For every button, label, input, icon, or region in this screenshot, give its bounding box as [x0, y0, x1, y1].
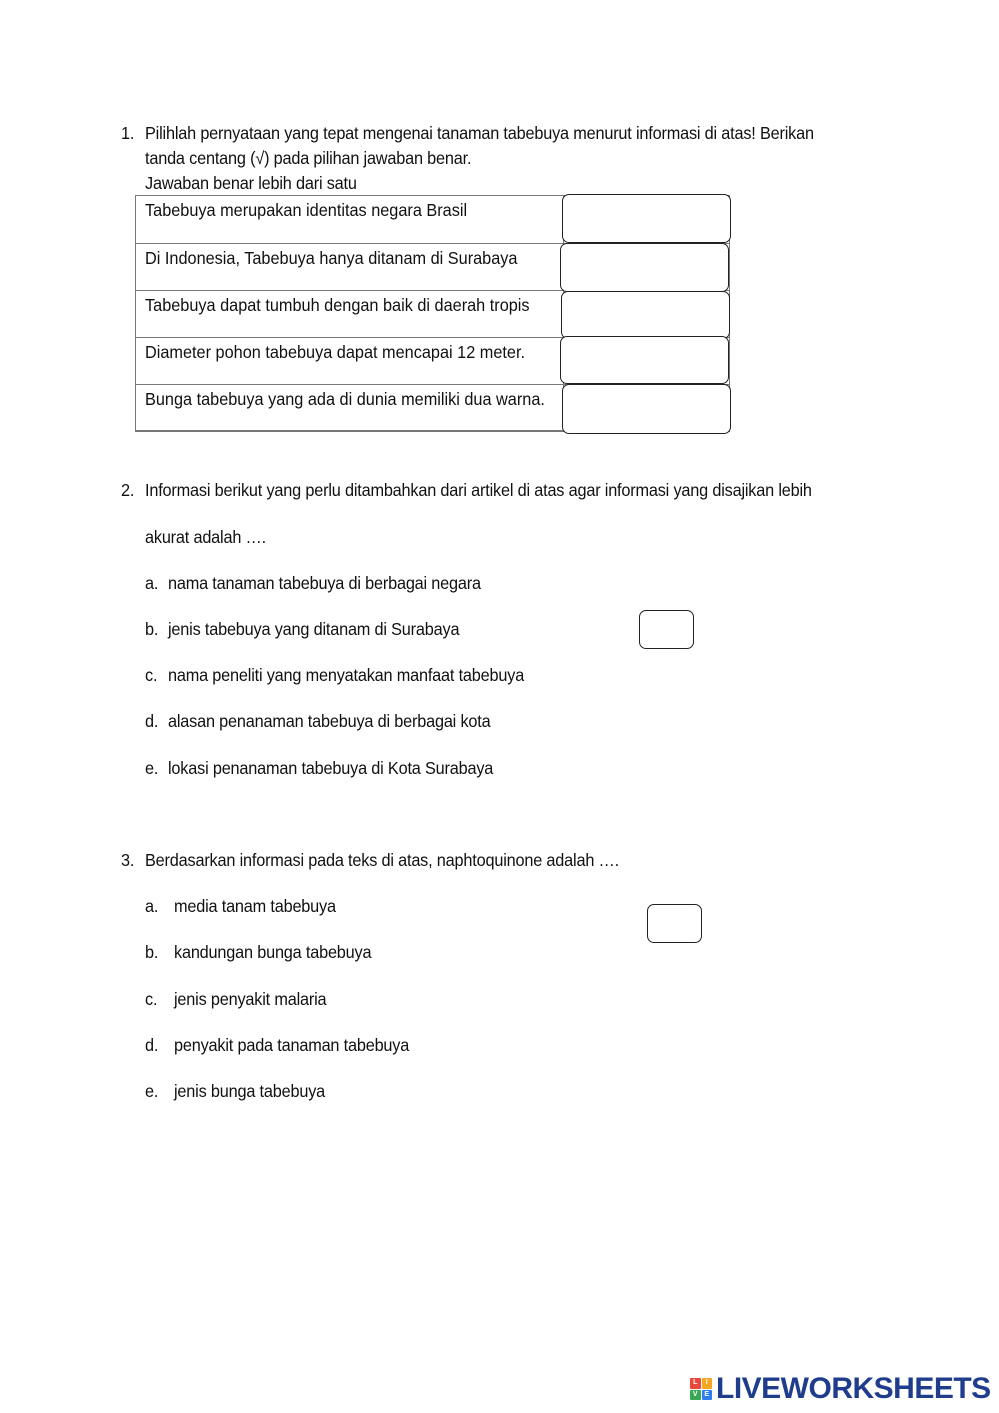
- q2-option-text: nama peneliti yang menyatakan manfaat tabebuya: [168, 665, 525, 685]
- q1-text-line1: Pilihlah pernyataan yang tepat mengenai tanaman tabebuya menurut informasi di atas! Berikan: [145, 123, 814, 143]
- q3-option-letter: a.: [145, 896, 159, 916]
- q2-option-letter: a.: [145, 573, 159, 593]
- q1-text-line2: tanda centang (√) pada pilihan jawaban benar.: [145, 148, 472, 168]
- q1-answer-box-5[interactable]: [562, 384, 731, 434]
- q1-answer-box-4[interactable]: [560, 336, 729, 384]
- logo-icon: L I V E: [690, 1378, 712, 1400]
- q2-option-text: alasan penanaman tabebuya di berbagai kota: [168, 711, 491, 731]
- q1-number: 1.: [121, 123, 135, 143]
- q1-answer-box-2[interactable]: [560, 243, 729, 292]
- q1-answer-box-3[interactable]: [561, 291, 730, 339]
- q3-option-letter: c.: [145, 989, 158, 1009]
- q3-text-line1: Berdasarkan informasi pada teks di atas, naphtoquinone adalah ….: [145, 850, 619, 870]
- q2-text-line2: akurat adalah ….: [145, 527, 266, 547]
- q2-option-letter: e.: [145, 758, 159, 778]
- statement-text: Di Indonesia, Tabebuya hanya ditanam di Surabaya: [145, 248, 518, 268]
- q3-option-text: jenis penyakit malaria: [174, 989, 327, 1009]
- logo-text: LIVEWORKSHEETS: [716, 1372, 991, 1405]
- q3-option-text: kandungan bunga tabebuya: [174, 942, 372, 962]
- q3-answer-box[interactable]: [647, 904, 702, 943]
- q2-answer-box[interactable]: [639, 610, 694, 649]
- q3-number: 3.: [121, 850, 135, 870]
- q3-option-text: penyakit pada tanaman tabebuya: [174, 1035, 410, 1055]
- q3-option-letter: b.: [145, 942, 159, 962]
- q1-answer-box-1[interactable]: [562, 194, 731, 243]
- q3-option-text: jenis bunga tabebuya: [174, 1081, 326, 1101]
- q2-option-letter: c.: [145, 665, 158, 685]
- statement-text: Tabebuya dapat tumbuh dengan baik di daerah tropis: [145, 295, 530, 315]
- q2-option-text: jenis tabebuya yang ditanam di Surabaya: [168, 619, 460, 639]
- q2-option-letter: d.: [145, 711, 159, 731]
- q3-option-letter: d.: [145, 1035, 159, 1055]
- q2-text-line1: Informasi berikut yang perlu ditambahkan dari artikel di atas agar informasi yang disajikan lebih: [145, 480, 812, 500]
- q2-option-text: lokasi penanaman tabebuya di Kota Surabaya: [168, 758, 494, 778]
- liveworksheets-logo: [690, 1372, 991, 1406]
- q2-number: 2.: [121, 480, 135, 500]
- statement-text: Diameter pohon tabebuya dapat mencapai 12 meter.: [145, 342, 526, 362]
- q3-option-letter: e.: [145, 1081, 159, 1101]
- q2-option-letter: b.: [145, 619, 159, 639]
- q2-option-text: nama tanaman tabebuya di berbagai negara: [168, 573, 481, 593]
- q1-note: Jawaban benar lebih dari satu: [145, 173, 357, 193]
- q3-option-text: media tanam tabebuya: [174, 896, 336, 916]
- statement-text: Tabebuya merupakan identitas negara Brasil: [145, 200, 468, 220]
- statement-text: Bunga tabebuya yang ada di dunia memiliki dua warna.: [145, 389, 545, 409]
